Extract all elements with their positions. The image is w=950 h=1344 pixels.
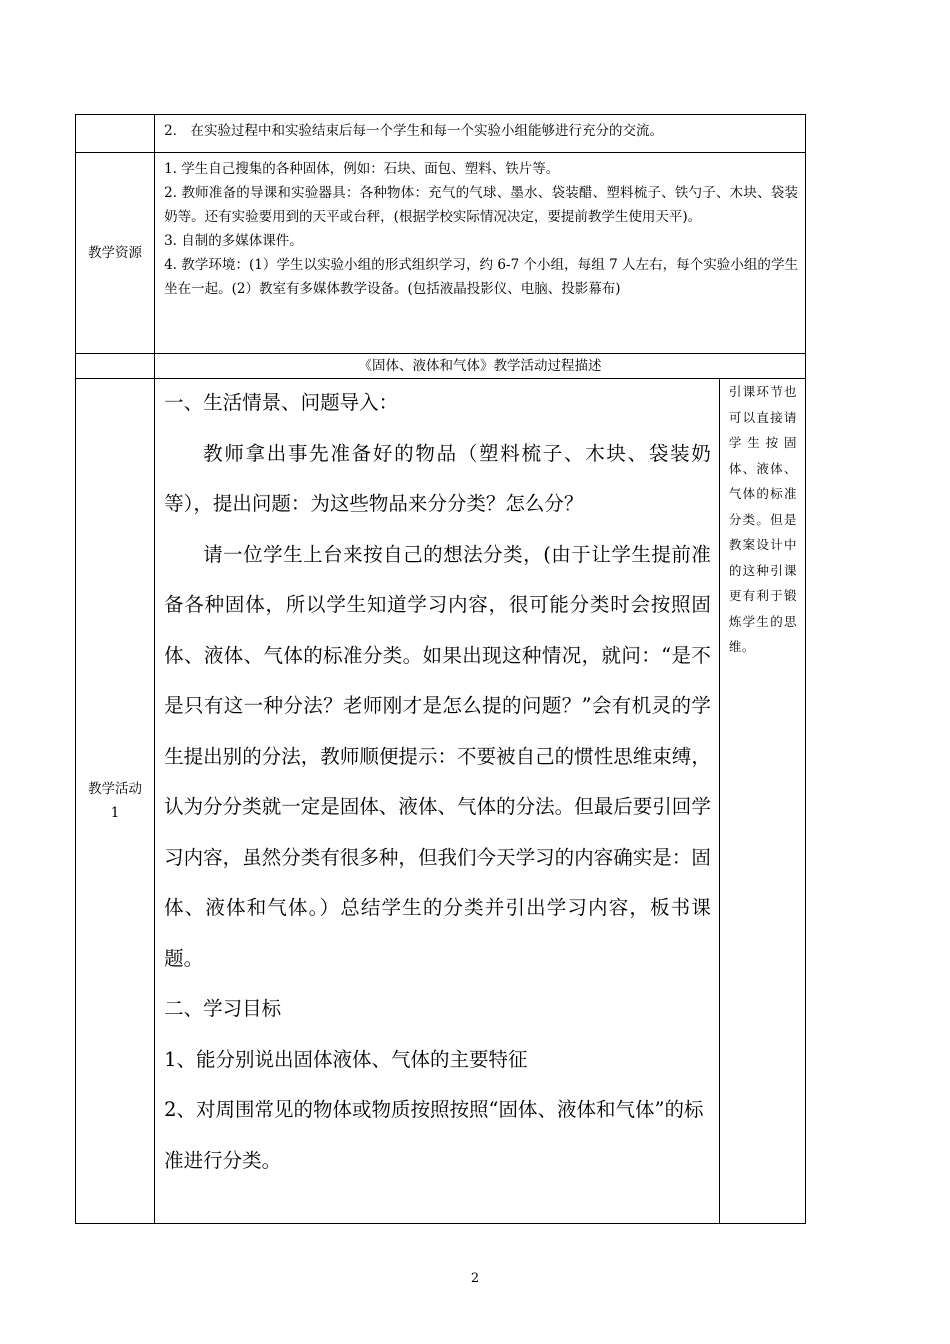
goal-item: 1、能分别说出固体液体、气体的主要特征 (164, 1047, 528, 1071)
side-note: 引课环节也可以直接请学生按固体、液体、气体的标准分类。但是教案设计中的这种引课更有利于锻炼学生的思维。 (728, 384, 797, 654)
activity-row (76, 379, 806, 1224)
resource-item: 2. 教师准备的导课和实验器具：各种物体：充气的气球、墨水、袋装醋、塑料梳子、铁勺子、木块、袋装奶等。还有实验要用到的天平或台秤，(根据学校实际情况决定，要提前教学生使用天平)。 (164, 185, 798, 225)
empty-header-cell (76, 354, 155, 379)
process-header: 《固体、液体和气体》教学活动过程描述 (155, 354, 806, 379)
objective-text: 2． 在实验过程中和实验结束后每一个学生和每一个实验小组能够进行充分的交流。 (164, 123, 663, 139)
empty-label-cell (76, 115, 155, 153)
note-cell (719, 379, 805, 1224)
paragraph: 请一位学生上台来按自己的想法分类，(由于让学生提前准备各种固体，所以学生知道学习内容，很可能分类时会按照固体、液体、气体的标准分类。如果出现这种情况，就问：“是不是只有这一种分法？老师刚才是怎么提的问题？”会有机灵的学生提出别的分法，教师顺便提示：不要被自己的惯性思维束缚，认为分分类就一定是固体、液体、气体的分法。但最后要引回学习内容，虽然分类有很多种，但我们今天学习的内容确实是：固体、液体和气体。）总结学生的分类并引出学习内容，板书课题。 (164, 542, 711, 970)
resources-label: 教学资源 (88, 245, 143, 261)
resource-item: 1. 学生自己搜集的各种固体，例如：石块、面包、塑料、铁片等。 (164, 161, 560, 177)
activity-label: 教学活动 1 (88, 781, 143, 821)
paragraph: 教师拿出事先准备好的物品（塑料梳子、木块、袋装奶等），提出问题：为这些物品来分分类？怎么分？ (164, 441, 711, 515)
objectives-row (76, 115, 806, 153)
resources-list (155, 153, 805, 305)
section-heading: 一、生活情景、问题导入： (164, 391, 399, 414)
resources-content-cell (155, 153, 806, 354)
activity-content-cell (155, 379, 720, 1224)
resources-row (76, 153, 806, 354)
resources-label-cell (76, 153, 155, 354)
resource-item: 3. 自制的多媒体课件。 (164, 233, 303, 249)
goal-item: 2、对周围常见的物体或物质按照按照“固体、液体和气体”的标准进行分类。 (164, 1098, 704, 1172)
section-heading: 二、学习目标 (164, 997, 282, 1020)
resource-item: 4. 教学环境：(1）学生以实验小组的形式组织学习，约 6-7 个小组，每组 7 人左右，每个实验小组的学生坐在一起。(2）教室有多媒体教学设备。(包括液晶投影仪、电脑、投影幕布) (164, 257, 798, 297)
page-number: 2 (470, 1271, 480, 1286)
activity-content (155, 378, 719, 1186)
process-header-row (76, 354, 806, 379)
objective-cell (155, 115, 806, 153)
activity-label-cell (76, 379, 155, 1224)
lesson-plan-table (75, 114, 806, 1224)
